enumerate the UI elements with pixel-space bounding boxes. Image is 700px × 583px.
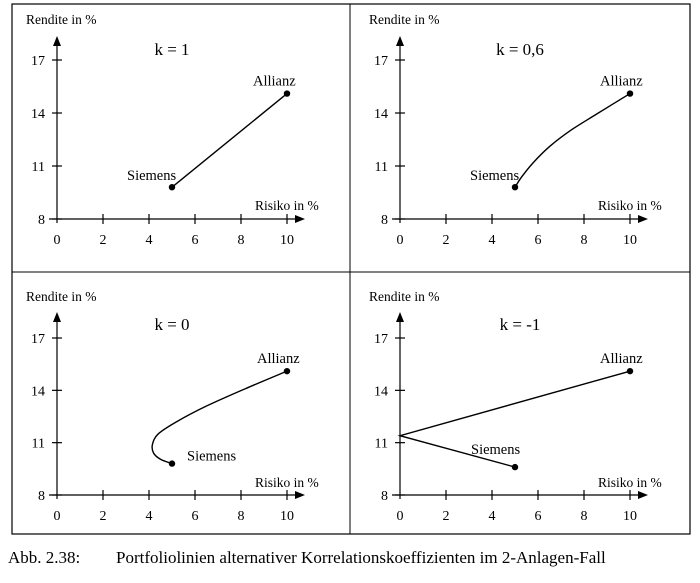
point-label-siemens: Siemens (187, 448, 237, 465)
y-tick-label: 17 (374, 54, 388, 69)
x-tick-label: 10 (623, 233, 637, 248)
chart-title: k = 0 (154, 315, 190, 334)
x-tick-label: 0 (53, 509, 61, 524)
x-axis-label: Risiko in % (598, 198, 662, 213)
y-tick-label: 8 (38, 489, 45, 504)
point-label-allianz: Allianz (253, 73, 296, 90)
x-tick-label: 8 (580, 509, 588, 524)
y-axis-label: Rendite in % (369, 289, 440, 304)
chart-title: k = 0,6 (496, 40, 544, 59)
x-tick-label: 6 (191, 233, 199, 248)
x-tick-label: 4 (145, 509, 153, 524)
data-point-allianz (284, 368, 290, 374)
y-tick-label: 14 (31, 384, 45, 400)
caption-text: Portfoliolinien alternativer Korrelationskoeffizienten im 2-Anlagen-Fall (116, 548, 606, 567)
x-axis-arrow (638, 215, 648, 223)
x-axis-label: Risiko in % (598, 475, 662, 490)
x-axis-arrow (295, 491, 305, 499)
point-label-siemens: Siemens (127, 168, 177, 185)
x-tick-label: 10 (623, 509, 637, 524)
chart-panel-3 (26, 289, 319, 524)
x-axis-arrow (638, 491, 648, 499)
y-axis-arrow (53, 36, 61, 46)
x-tick-label: 8 (580, 233, 588, 248)
point-label-allianz: Allianz (257, 351, 300, 368)
y-tick-label: 11 (374, 436, 388, 452)
y-tick-label: 8 (381, 213, 388, 228)
y-tick-label: 14 (374, 107, 388, 122)
y-axis-label: Rendite in % (26, 12, 97, 27)
x-axis-arrow (295, 215, 305, 223)
data-point-siemens (169, 460, 175, 466)
x-tick-label: 6 (534, 509, 542, 524)
chart-panel-4 (369, 289, 662, 524)
data-point-allianz (627, 90, 633, 96)
x-tick-label: 8 (237, 233, 245, 248)
x-tick-label: 2 (442, 233, 450, 248)
data-point-allianz (627, 368, 633, 374)
y-axis-arrow (396, 312, 404, 322)
x-tick-label: 4 (488, 509, 496, 524)
y-tick-label: 14 (31, 107, 45, 122)
figure-caption (8, 548, 698, 568)
x-axis-label: Risiko in % (255, 198, 319, 213)
data-point-allianz (284, 90, 290, 96)
figure-frame (12, 4, 690, 534)
x-tick-label: 6 (534, 233, 542, 248)
x-tick-label: 10 (280, 233, 294, 248)
x-tick-label: 2 (442, 509, 450, 524)
y-tick-label: 11 (374, 160, 388, 175)
point-label-allianz: Allianz (600, 351, 643, 368)
portfolio-line (172, 94, 287, 188)
point-label-siemens: Siemens (470, 168, 520, 185)
x-axis-label: Risiko in % (255, 475, 319, 490)
chart-title: k = -1 (499, 315, 541, 334)
y-tick-label: 17 (374, 332, 388, 347)
x-tick-label: 2 (99, 233, 107, 248)
x-tick-label: 0 (53, 233, 61, 248)
x-tick-label: 0 (396, 509, 404, 524)
x-tick-label: 0 (396, 233, 404, 248)
x-tick-label: 6 (191, 509, 199, 524)
y-tick-label: 17 (31, 332, 45, 347)
x-tick-label: 4 (488, 233, 496, 248)
y-tick-label: 8 (38, 213, 45, 228)
x-tick-label: 2 (99, 509, 107, 524)
x-tick-label: 10 (280, 509, 294, 524)
chart-panel-1 (26, 12, 319, 248)
y-axis-label: Rendite in % (369, 12, 440, 27)
data-point-siemens (512, 464, 518, 470)
caption-number: Abb. 2.38: (8, 548, 81, 567)
y-tick-label: 17 (31, 54, 45, 69)
point-label-allianz: Allianz (600, 73, 643, 90)
y-axis-label: Rendite in % (26, 289, 97, 304)
chart-panel-2 (369, 12, 662, 248)
y-axis-arrow (53, 312, 61, 322)
x-tick-label: 8 (237, 509, 245, 524)
y-tick-label: 14 (374, 384, 388, 400)
x-tick-label: 4 (145, 233, 153, 248)
chart-title: k = 1 (154, 40, 190, 59)
data-point-siemens (169, 184, 175, 190)
y-axis-arrow (396, 36, 404, 46)
data-point-siemens (512, 184, 518, 190)
y-tick-label: 11 (31, 436, 45, 452)
y-tick-label: 11 (31, 160, 45, 175)
point-label-siemens: Siemens (471, 442, 521, 459)
portfolio-line (515, 94, 630, 188)
y-tick-label: 8 (381, 489, 388, 504)
